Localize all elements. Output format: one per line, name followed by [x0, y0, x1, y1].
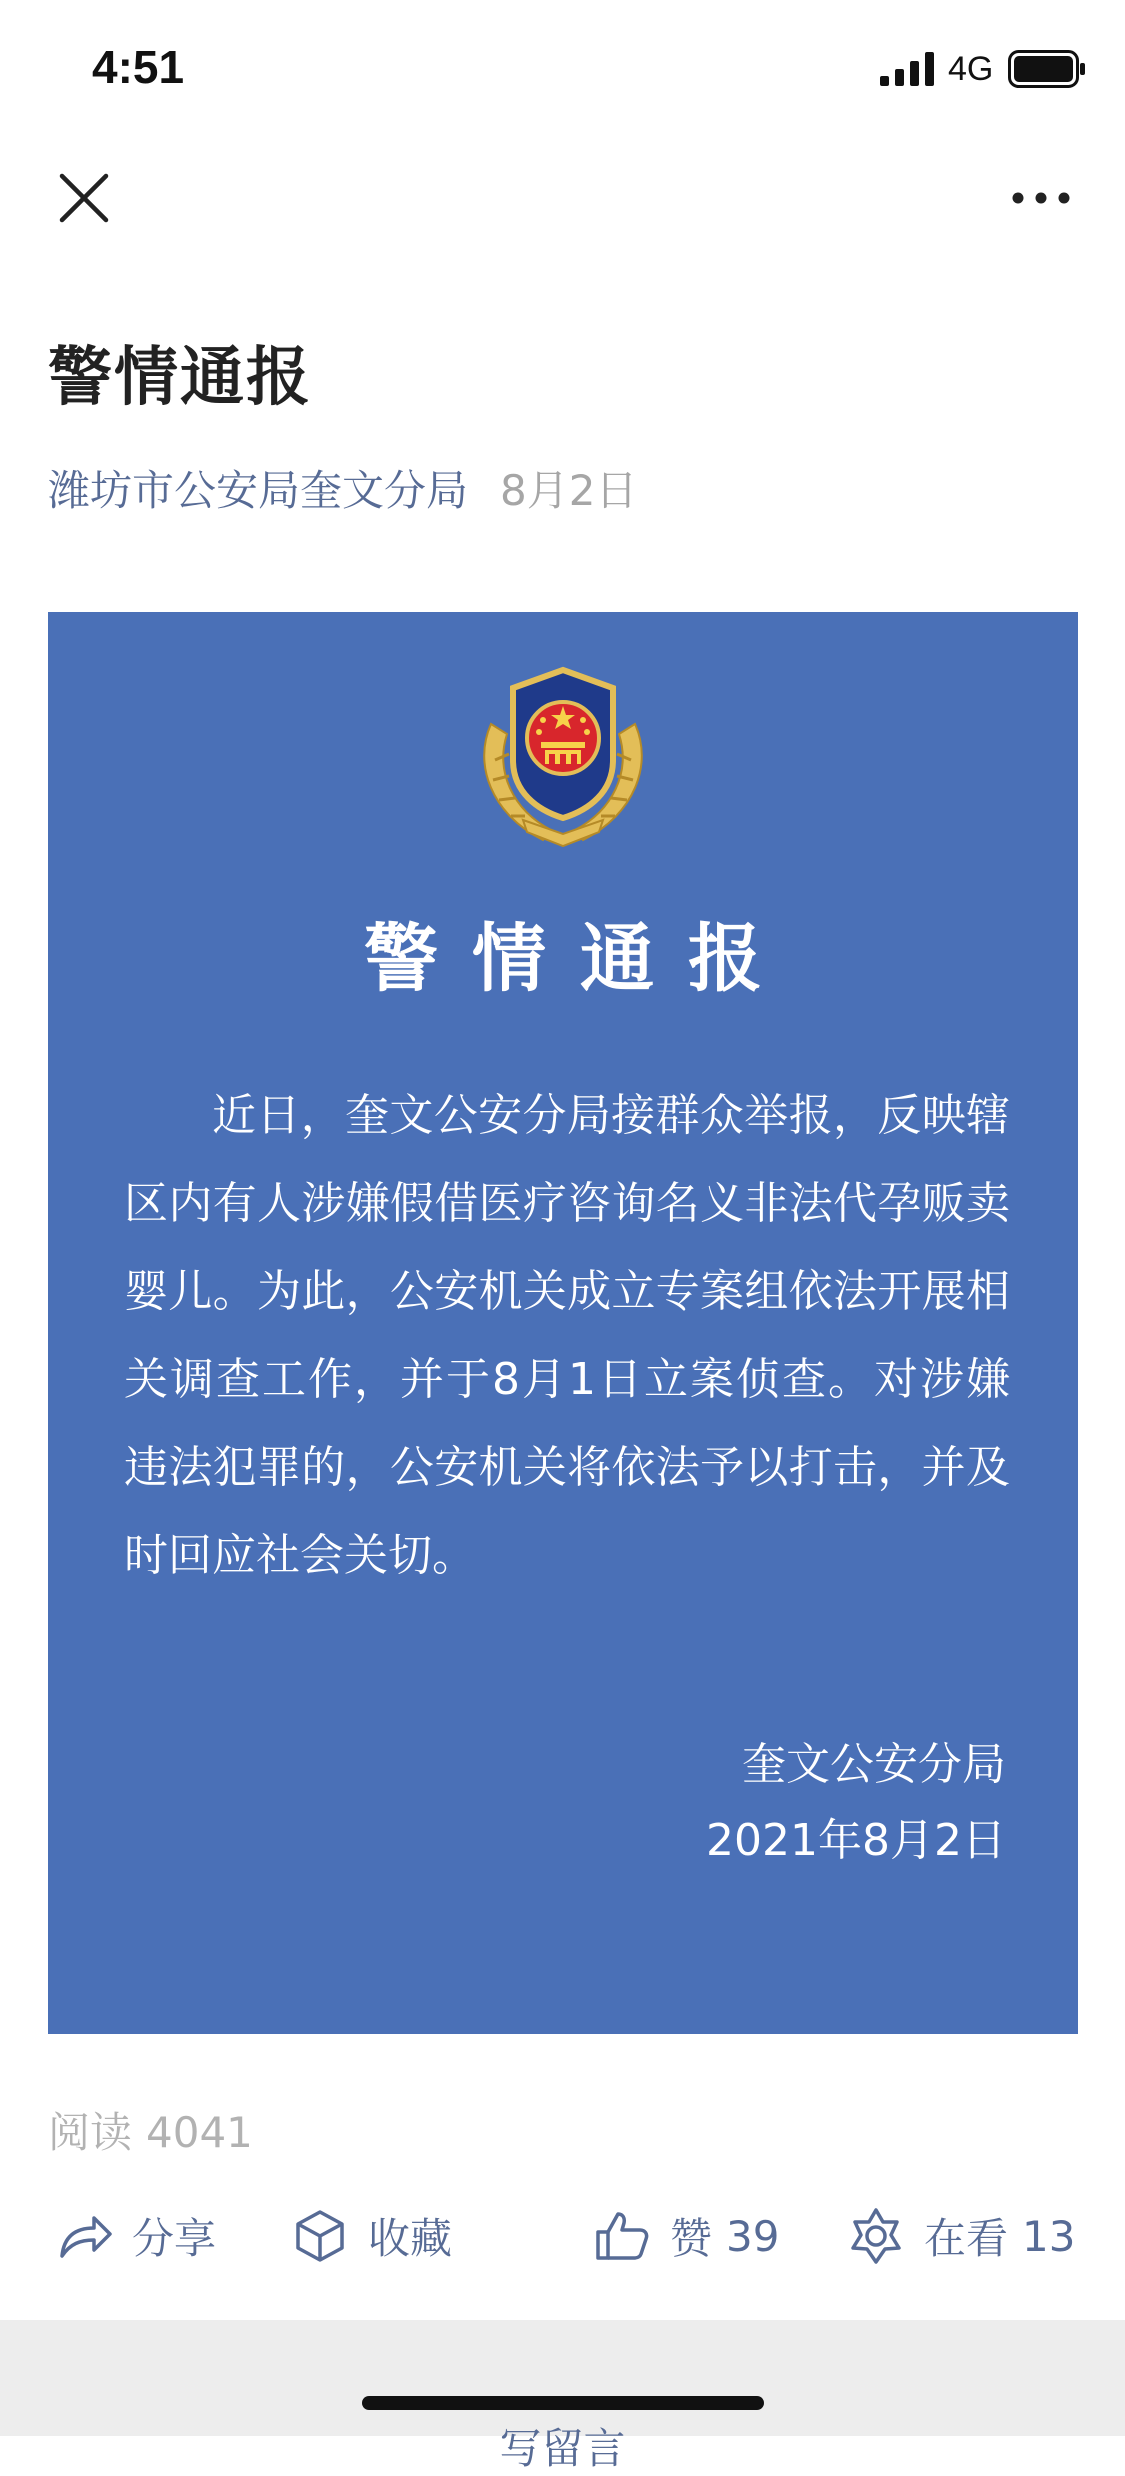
read-count — [48, 2100, 253, 2160]
thumbs-up-icon — [592, 2206, 652, 2266]
favorite-button[interactable] — [290, 2196, 452, 2276]
home-indicator[interactable] — [362, 2396, 764, 2410]
notice-signature — [706, 1727, 1006, 1879]
notice-sign-org: 奎文公安分局 — [742, 1739, 1006, 1790]
action-bar — [0, 2196, 1125, 2276]
status-bar — [0, 0, 1125, 135]
favorite-box-icon — [290, 2206, 350, 2266]
notice-image[interactable] — [48, 612, 1078, 2034]
share-icon — [54, 2206, 114, 2266]
bottom-bar — [0, 2320, 1125, 2473]
share-button[interactable] — [54, 2196, 216, 2276]
publish-date: 8月2日 — [500, 466, 638, 515]
read-count-value: 4041 — [146, 2108, 253, 2157]
share-label: 分享 — [132, 2214, 217, 2263]
article-meta — [48, 458, 637, 518]
battery-icon — [1008, 50, 1086, 88]
close-icon[interactable] — [56, 170, 112, 226]
watch-count: 13 — [1022, 2211, 1076, 2261]
signal-icon — [880, 52, 936, 86]
like-button[interactable] — [592, 2196, 779, 2276]
watch-button[interactable] — [846, 2196, 1075, 2276]
like-label: 赞 — [670, 2214, 713, 2263]
author-link[interactable]: 潍坊市公安局奎文分局 — [48, 466, 469, 515]
watch-label: 在看 — [924, 2214, 1009, 2263]
police-emblem-icon — [473, 664, 653, 848]
read-label: 阅读 — [48, 2108, 133, 2157]
notice-title: 警情通报 — [364, 916, 796, 1002]
like-count: 39 — [726, 2211, 780, 2261]
more-icon[interactable] — [1010, 178, 1072, 218]
favorite-label: 收藏 — [368, 2214, 453, 2263]
status-time: 4:51 — [92, 41, 185, 93]
notice-body: 近日，奎文公安分局接群众举报，反映辖区内有人涉嫌假借医疗咨询名义非法代孕贩卖婴儿。为此，公安机关成立专案组依法开展相关调查工作，并于8月1日立案侦查。对涉嫌违法犯罪的，公安机关将依法予以打击，并及时回应社会关切。 — [124, 1090, 1010, 1581]
network-type: 4G — [948, 50, 994, 88]
article-title: 警情通报 — [48, 341, 312, 415]
watch-star-icon — [846, 2206, 906, 2266]
notice-sign-date: 2021年8月2日 — [706, 1815, 1006, 1866]
write-comment-button[interactable]: 写留言 — [499, 2424, 626, 2473]
